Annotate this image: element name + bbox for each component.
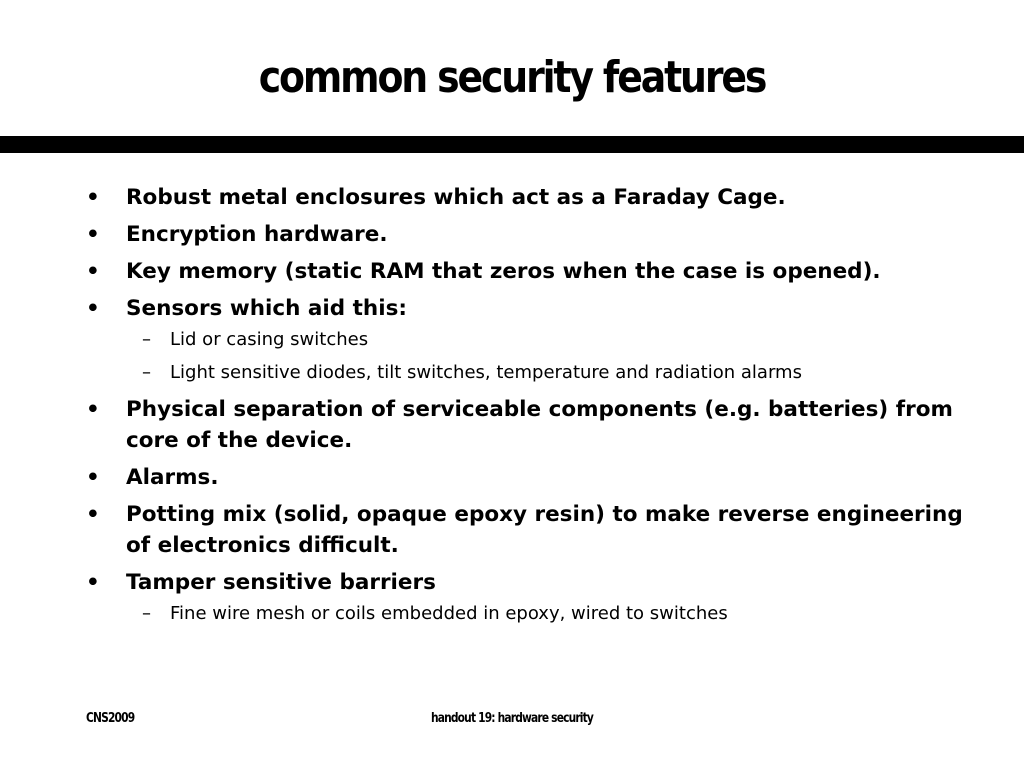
- bullet-marker: •: [86, 259, 100, 284]
- bullet-marker: •: [86, 185, 100, 210]
- bullet-text: Robust metal enclosures which act as a Faraday Cage.: [126, 185, 786, 210]
- bullet-text: Physical separation of serviceable components (e.g. batteries) from core of the device.: [126, 397, 953, 453]
- bullet-item: [86, 567, 966, 629]
- footer-handout-title: handout 19: hardware security: [430, 711, 594, 726]
- bullet-marker: •: [86, 502, 100, 527]
- sub-bullet-item: [126, 325, 966, 355]
- dash-marker: –: [142, 362, 151, 383]
- dash-marker: –: [142, 603, 151, 624]
- bullet-marker: •: [86, 222, 100, 247]
- sub-bullet-list: [126, 325, 966, 388]
- bullet-text: Tamper sensitive barriers: [126, 570, 436, 595]
- bullet-text: Alarms.: [126, 465, 219, 490]
- slide-title: common security features: [258, 52, 766, 103]
- bullet-marker: •: [86, 570, 100, 595]
- bullet-list: [86, 182, 966, 629]
- sub-bullet-list: [126, 599, 966, 629]
- footer-course-code: CNS2009: [86, 711, 135, 726]
- bullet-marker: •: [86, 465, 100, 490]
- bullet-item: [86, 219, 966, 250]
- bullet-item: [86, 499, 966, 561]
- bullet-text: Encryption hardware.: [126, 222, 388, 247]
- bullet-item: [86, 182, 966, 213]
- sub-bullet-text: Light sensitive diodes, tilt switches, temperature and radiation alarms: [170, 362, 802, 383]
- bullet-item: [86, 293, 966, 388]
- sub-bullet-text: Fine wire mesh or coils embedded in epoxy, wired to switches: [170, 603, 728, 624]
- sub-bullet-text: Lid or casing switches: [170, 329, 369, 350]
- sub-bullet-item: [126, 599, 966, 629]
- bullet-item: [86, 256, 966, 287]
- bullet-marker: •: [86, 296, 100, 321]
- title-divider: [0, 136, 1024, 153]
- dash-marker: –: [142, 329, 151, 350]
- bullet-text: Key memory (static RAM that zeros when the case is opened).: [126, 259, 881, 284]
- bullet-item: [86, 394, 966, 456]
- bullet-item: [86, 462, 966, 493]
- bullet-text: Sensors which aid this:: [126, 296, 408, 321]
- slide-content: [86, 182, 966, 635]
- sub-bullet-item: [126, 358, 966, 388]
- bullet-marker: •: [86, 397, 100, 422]
- bullet-text: Potting mix (solid, opaque epoxy resin) to make reverse engineering of electronics difficult.: [126, 502, 963, 558]
